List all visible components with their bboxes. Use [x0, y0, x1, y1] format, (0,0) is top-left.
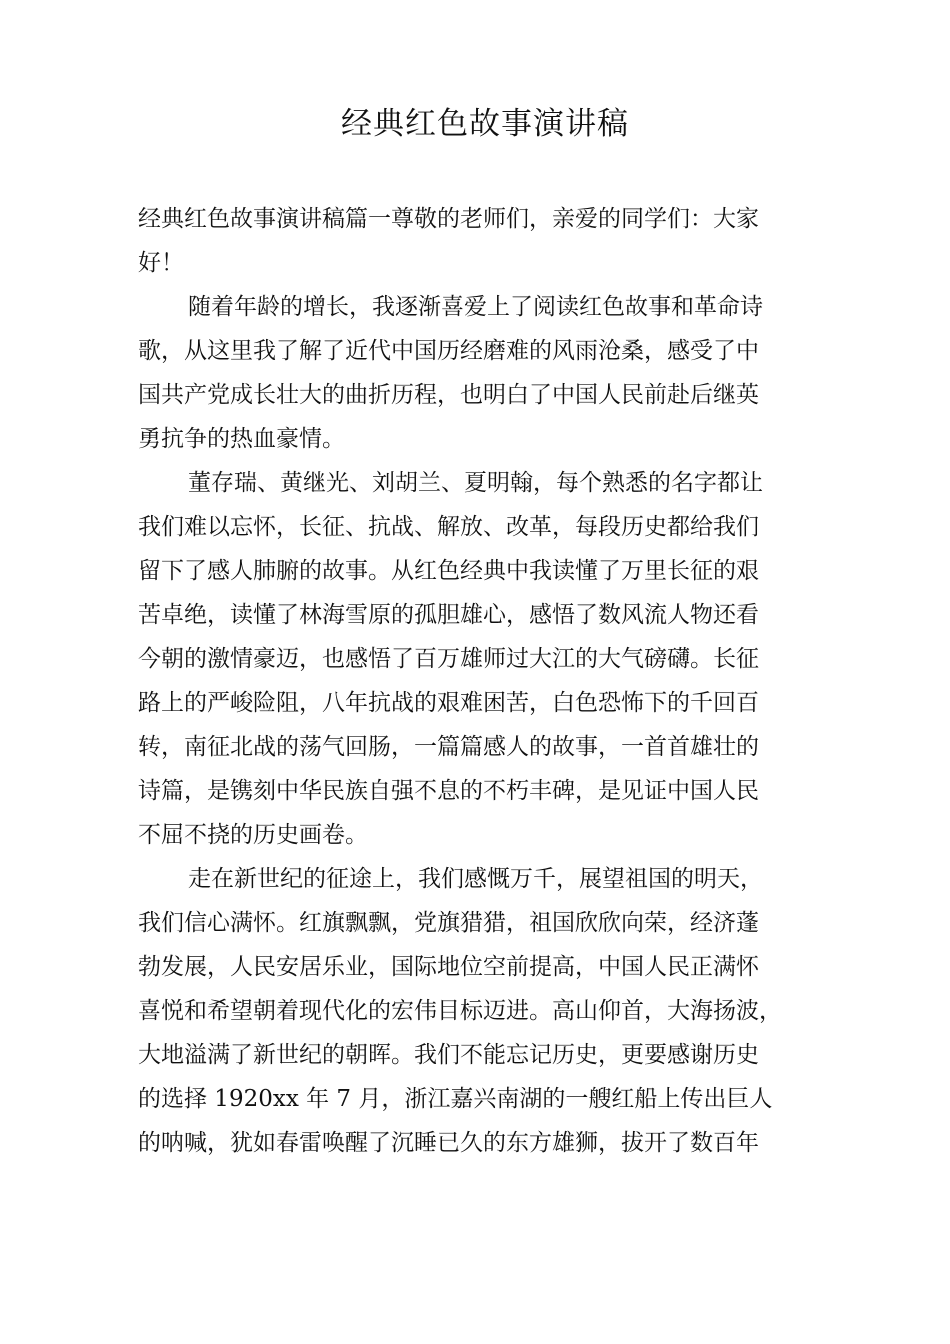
- body-line: 董存瑞、黄继光、刘胡兰、夏明翰，每个熟悉的名字都让: [188, 470, 763, 496]
- body-line: 走在新世纪的征途上，我们感慨万千，展望祖国的明天，: [188, 866, 763, 892]
- body-line: 随着年龄的增长，我逐渐喜爱上了阅读红色故事和革命诗: [188, 294, 763, 320]
- body-line: 歌，从这里我了解了近代中国历经磨难的风雨沧桑，感受了中: [138, 338, 759, 364]
- body-line: 大地溢满了新世纪的朝晖。我们不能忘记历史，更要感谢历史: [138, 1042, 759, 1068]
- body-line: 喜悦和希望朝着现代化的宏伟目标迈进。高山仰首，大海扬波，: [138, 998, 782, 1024]
- body-line: 经典红色故事演讲稿篇一尊敬的老师们，亲爱的同学们：大家: [138, 206, 759, 232]
- body-line: 路上的严峻险阻，八年抗战的艰难困苦，白色恐怖下的千回百: [138, 690, 759, 716]
- body-line: 的选择 1920xx 年 7 月，浙江嘉兴南湖的一艘红船上传出巨人: [138, 1086, 773, 1112]
- body-line: 国共产党成长壮大的曲折历程，也明白了中国人民前赴后继英: [138, 382, 759, 408]
- body-line: 留下了感人肺腑的故事。从红色经典中我读懂了万里长征的艰: [138, 558, 759, 584]
- document-title: 经典红色故事演讲稿: [341, 106, 629, 142]
- body-line: 转，南征北战的荡气回肠，一篇篇感人的故事，一首首雄壮的: [138, 734, 759, 760]
- body-line: 今朝的激情豪迈，也感悟了百万雄师过大江的大气磅礴。长征: [138, 646, 759, 672]
- body-line: 我们信心满怀。红旗飘飘，党旗猎猎，祖国欣欣向荣，经济蓬: [138, 910, 759, 936]
- document-body: [138, 197, 838, 1165]
- body-line: 的呐喊，犹如春雷唤醒了沉睡已久的东方雄狮，拔开了数百年: [138, 1130, 759, 1156]
- body-line: 苦卓绝，读懂了林海雪原的孤胆雄心，感悟了数风流人物还看: [138, 602, 759, 628]
- body-line: 勃发展，人民安居乐业，国际地位空前提高，中国人民正满怀: [138, 954, 759, 980]
- body-line: 好！: [138, 250, 184, 276]
- body-line: 我们难以忘怀，长征、抗战、解放、改革，每段历史都给我们: [138, 514, 759, 540]
- body-line: 不屈不挠的历史画卷。: [138, 822, 368, 848]
- body-line: 诗篇，是镌刻中华民族自强不息的不朽丰碑，是见证中国人民: [138, 778, 759, 804]
- body-line: 勇抗争的热血豪情。: [138, 426, 345, 452]
